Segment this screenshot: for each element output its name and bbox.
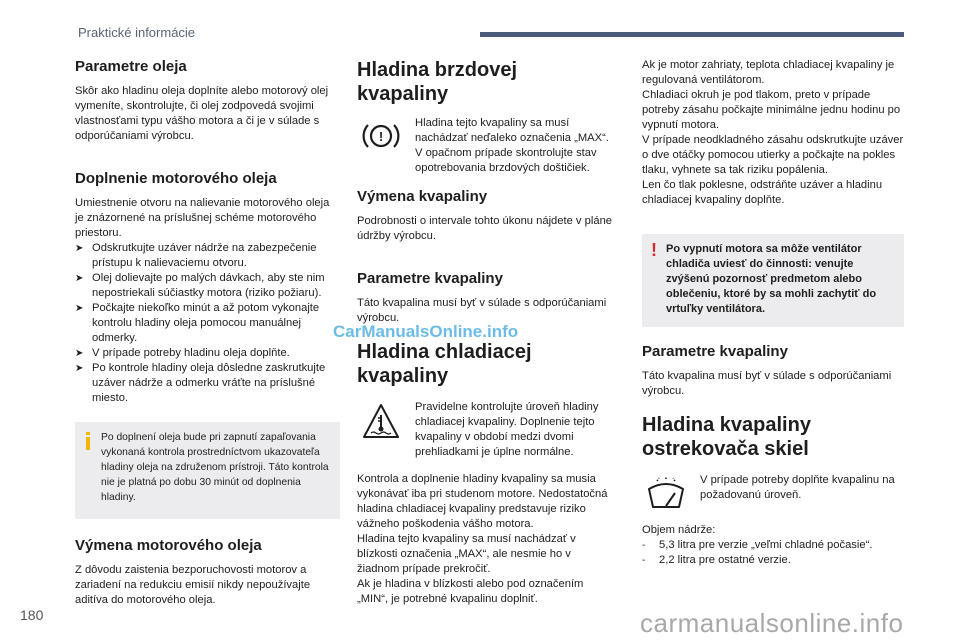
brake-title: Hladina brzdovej kvapaliny xyxy=(357,59,518,105)
list-item: ➤ V prípade potreby hladinu oleja doplňte. xyxy=(75,347,290,359)
oil-params-title: Parametre oleja xyxy=(75,58,187,75)
coolant-icon-text: Pravidelne kontrolujte úroveň hladiny chladiacej kvapaliny. Doplnenie tejto kvapaliny v období medzi dvomi prehliadkami je úplne normálne. xyxy=(415,401,599,458)
brake-icon-row xyxy=(357,116,612,176)
fluid-params-title-2: Parametre kvapaliny xyxy=(642,343,788,360)
oil-params-text: Skôr ako hladinu oleja doplníte alebo motorový olej vymeníte, skontrolujte, či olej zodpovedá svojimi vlastnosťami typu vášho motora a či je v súlade s odporúčaniami výrobcu. xyxy=(75,85,329,142)
list-item: - 5,3 litra pre verzie „veľmi chladné počasie“. xyxy=(642,539,873,551)
coolant-title: Hladina chladiacej kvapaliny xyxy=(357,341,532,387)
header-bar xyxy=(480,32,904,37)
watermark-bottom: carmanualsonline.info xyxy=(640,608,904,638)
washer-title: Hladina kvapaliny ostrekovača skiel xyxy=(642,414,811,460)
warning-note xyxy=(642,234,904,327)
fluid-params-text-2: Táto kvapalina musí byť v súlade s odporúčaniami výrobcu. xyxy=(642,370,892,397)
oil-refill-title: Doplnenie motorového oleja xyxy=(75,170,277,187)
fluid-params-title: Parametre kvapaliny xyxy=(357,270,503,287)
list-item: ➤ Odskrutkujte uzáver nádrže na zabezpečenie prístupu k nalievaciemu otvoru. xyxy=(75,242,317,269)
bullet-icon: ➤ xyxy=(75,348,84,359)
bullet-icon: ➤ xyxy=(75,273,84,284)
fluid-change-title: Výmena kvapaliny xyxy=(357,188,488,205)
info-note xyxy=(75,422,340,519)
washer-icon-row xyxy=(642,473,904,511)
list-item: ➤ Počkajte niekoľko minút a až potom vykonajte kontrolu hladiny oleja pomocou manuálnej odmerky. xyxy=(75,302,320,344)
warning-icon: ! xyxy=(651,240,657,260)
info-note-text: Po doplnení oleja bude pri zapnutí zapaľovania vykonaná kontrola prostredníctvom ukazovateľa hladiny oleja na združenom prístroji. Táto kontrola nie je platná po dobu 30 minút od doplnenia hladiny. xyxy=(101,432,329,503)
washer-capacity-label: Objem nádrže: xyxy=(642,524,716,536)
watermark-top: CarManualsOnline.info xyxy=(333,322,519,341)
windscreen-washer-icon xyxy=(642,473,690,511)
oil-refill-intro: Umiestnenie otvoru na nalievanie motorového oleja je znázornené na príslušnej schéme motorového priestoru. xyxy=(75,197,330,239)
fluid-params-text: Táto kvapalina musí byť v súlade s odporúčaniami výrobcu. xyxy=(357,297,607,324)
oil-refill-steps xyxy=(75,241,340,406)
page-number: 180 xyxy=(20,607,44,623)
svg-text:!: ! xyxy=(378,129,384,144)
coolant-body: Kontrola a doplnenie hladiny kvapaliny sa musia vykonávať iba pri studenom motore. Nedostatočná hladina chladiacej kvapaliny predstavuje riziko vážneho poškodenia vášho motora. Hladina tejto kvapaliny sa musí nachádzať v blízkosti označenia „MAX“, ale nesmie ho v žiadnom prípade prekročiť. Ak je hladina v blízkosti alebo pod označením „MIN“, je potrebné kvapalinu doplniť. xyxy=(357,473,608,605)
oil-change-title: Výmena motorového oleja xyxy=(75,537,262,554)
list-item: ➤ Olej dolievajte po malých dávkach, aby ste nim nepostriekali súčiastky motora (riziko požiaru). xyxy=(75,272,325,299)
bullet-icon: ➤ xyxy=(75,303,84,314)
coolant-level-icon xyxy=(357,400,405,460)
list-item: - 2,2 litra pre ostatné verzie. xyxy=(642,554,791,566)
washer-capacities xyxy=(642,538,904,568)
info-icon xyxy=(85,432,89,448)
brake-warning-icon xyxy=(357,116,405,176)
section-header: Praktické informácie xyxy=(78,25,196,40)
bullet-icon: ➤ xyxy=(75,363,84,374)
column-1 xyxy=(75,58,340,608)
brake-text: Hladina tejto kvapaliny sa musí nachádzať neďaleko označenia „MAX“. V opačnom prípade skontrolujte stav opotrebovania brzdových doštičiek. xyxy=(415,117,609,174)
coolant-continued: Ak je motor zahriaty, teplota chladiacej kvapaliny je regulovaná ventilátorom. Chladiaci okruh je pod tlakom, preto v prípade potreby zásahu počkajte minimálne jednu hodinu po vypnutí motora. V prípade neodkladného zásahu odskrutkujte uzáver o dve otáčky pomocou utierky a počkajte na pokles tlaku, vyhnete sa tak riziku popálenia. Len čo tlak poklesne, odstráňte uzáver a hladinu chladiacej kvapaliny doplňte. xyxy=(642,59,904,206)
column-3 xyxy=(642,58,904,568)
warning-note-text: Po vypnutí motora sa môže ventilátor chladiča uviesť do činnosti: venujte zvýšenú pozornosť predmetom alebo oblečeniu, ktoré by sa mohli zachytiť do vrtuľky ventilátora. xyxy=(666,243,877,315)
bullet-icon: ➤ xyxy=(75,243,84,254)
list-item: ➤ Po kontrole hladiny oleja dôsledne zaskrutkujte uzáver nádrže a odmerku vráťte na príslušné miesto. xyxy=(75,362,326,404)
coolant-icon-row xyxy=(357,400,612,460)
fluid-change-text: Podrobnosti o intervale tohto úkonu nájdete v pláne údržby výrobcu. xyxy=(357,215,613,242)
washer-icon-text: V prípade potreby doplňte kvapalinu na požadovanú úroveň. xyxy=(700,474,895,501)
oil-change-text: Z dôvodu zaistenia bezporuchovosti motorov a zariadení na redukciu emisií nikdy nepoužívajte aditíva do motorového oleja. xyxy=(75,564,311,606)
